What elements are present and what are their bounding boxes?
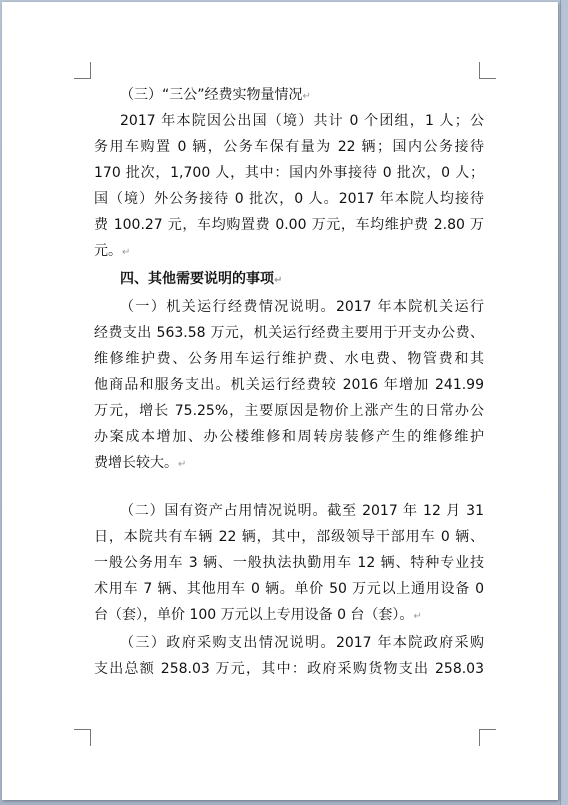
line-text: 支出总额 258.03 万元，其中：政府采购货物支出 258.03 [94,661,484,677]
paragraph-line [94,162,484,184]
paragraph-line [94,658,484,680]
paragraph-line [94,374,484,396]
paragraph-line [94,426,484,448]
crop-mark-top-right [479,62,496,79]
line-text: 办案成本增加、办公楼维修和周转房装修产生的维修维护 [94,429,484,445]
line-text: 台（套），单价 100 万元以上专用设备 0 台（套）。 [94,607,414,623]
line-text: 维修维护费、公务用车运行维护费、水电费、物管费和其 [94,351,484,367]
paragraph-line [94,578,484,600]
paragraph-mark-icon: ↵ [122,247,131,258]
line-text: 他商品和服务支出。机关运行经费较 2016 年增加 241.99 [94,377,484,393]
paragraph-mark-icon: ↵ [178,459,187,470]
line-text: （三）政府采购支出情况说明。2017 年本院政府采购 [120,635,484,651]
section-heading-other-matters [120,268,484,290]
paragraph-line [120,296,484,318]
line-text: 术用车 7 辆、其他用车 0 辆。单价 50 万元以上通用设备 0 [94,581,484,597]
paragraph-line [120,632,484,654]
paragraph-line [94,240,484,262]
line-text: 四、其他需要说明的事项 [120,271,274,287]
crop-mark-top-left [74,62,91,79]
paragraph-line [94,604,484,626]
line-text: 元。 [94,243,122,259]
paragraph-line [94,452,484,474]
line-text: （一）机关运行经费情况说明。2017 年本院机关运行 [120,299,484,315]
vertical-scrollbar[interactable] [560,0,568,805]
paragraph-line [94,400,484,422]
paragraph-line [120,500,484,522]
paragraph-line [94,322,484,344]
paragraph-line [94,552,484,574]
line-text: 费增长较大。 [94,455,178,471]
line-text: 费 100.27 元，车均购置费 0.00 万元，车均维护费 2.80 万 [94,217,484,233]
paragraph-mark-icon: ↵ [413,611,422,622]
line-text: （三）“三公”经费实物量情况 [120,87,303,103]
crop-mark-bottom-left [74,729,91,746]
paragraph-line [94,188,484,210]
paragraph-line [94,136,484,158]
crop-mark-bottom-right [479,729,496,746]
line-text: （二）国有资产占用情况说明。截至 2017 年 12 月 31 [120,503,484,519]
paragraph-mark-icon: ↵ [274,275,283,286]
line-text: 国（境）外公务接待 0 批次，0 人。2017 年本院人均接待 [94,191,484,207]
paragraph-line [94,214,484,236]
paragraph-mark-icon: ↵ [302,91,311,102]
paragraph-line [120,110,484,132]
line-text: 170 批次，1,700 人，其中：国内外事接待 0 批次，0 人； [94,165,484,181]
line-text: 2017 年本院因公出国（境）共计 0 个团组，1 人；公 [120,113,484,129]
line-text: 经费支出 563.58 万元，机关运行经费主要用于开支办公费、 [94,325,484,341]
paragraph-line [94,526,484,548]
section-heading-sangong [120,84,484,106]
line-text: 务用车购置 0 辆，公务车保有量为 22 辆；国内公务接待 [94,139,484,155]
line-text: 日，本院共有车辆 22 辆，其中，部级领导干部用车 0 辆、 [94,529,484,545]
line-text: 一般公务用车 3 辆、一般执法执勤用车 12 辆、特种专业技 [94,555,484,571]
document-page[interactable] [2,2,558,800]
paragraph-line [94,348,484,370]
line-text: 万元，增长 75.25%，主要原因是物价上涨产生的日常办公 [94,403,484,419]
